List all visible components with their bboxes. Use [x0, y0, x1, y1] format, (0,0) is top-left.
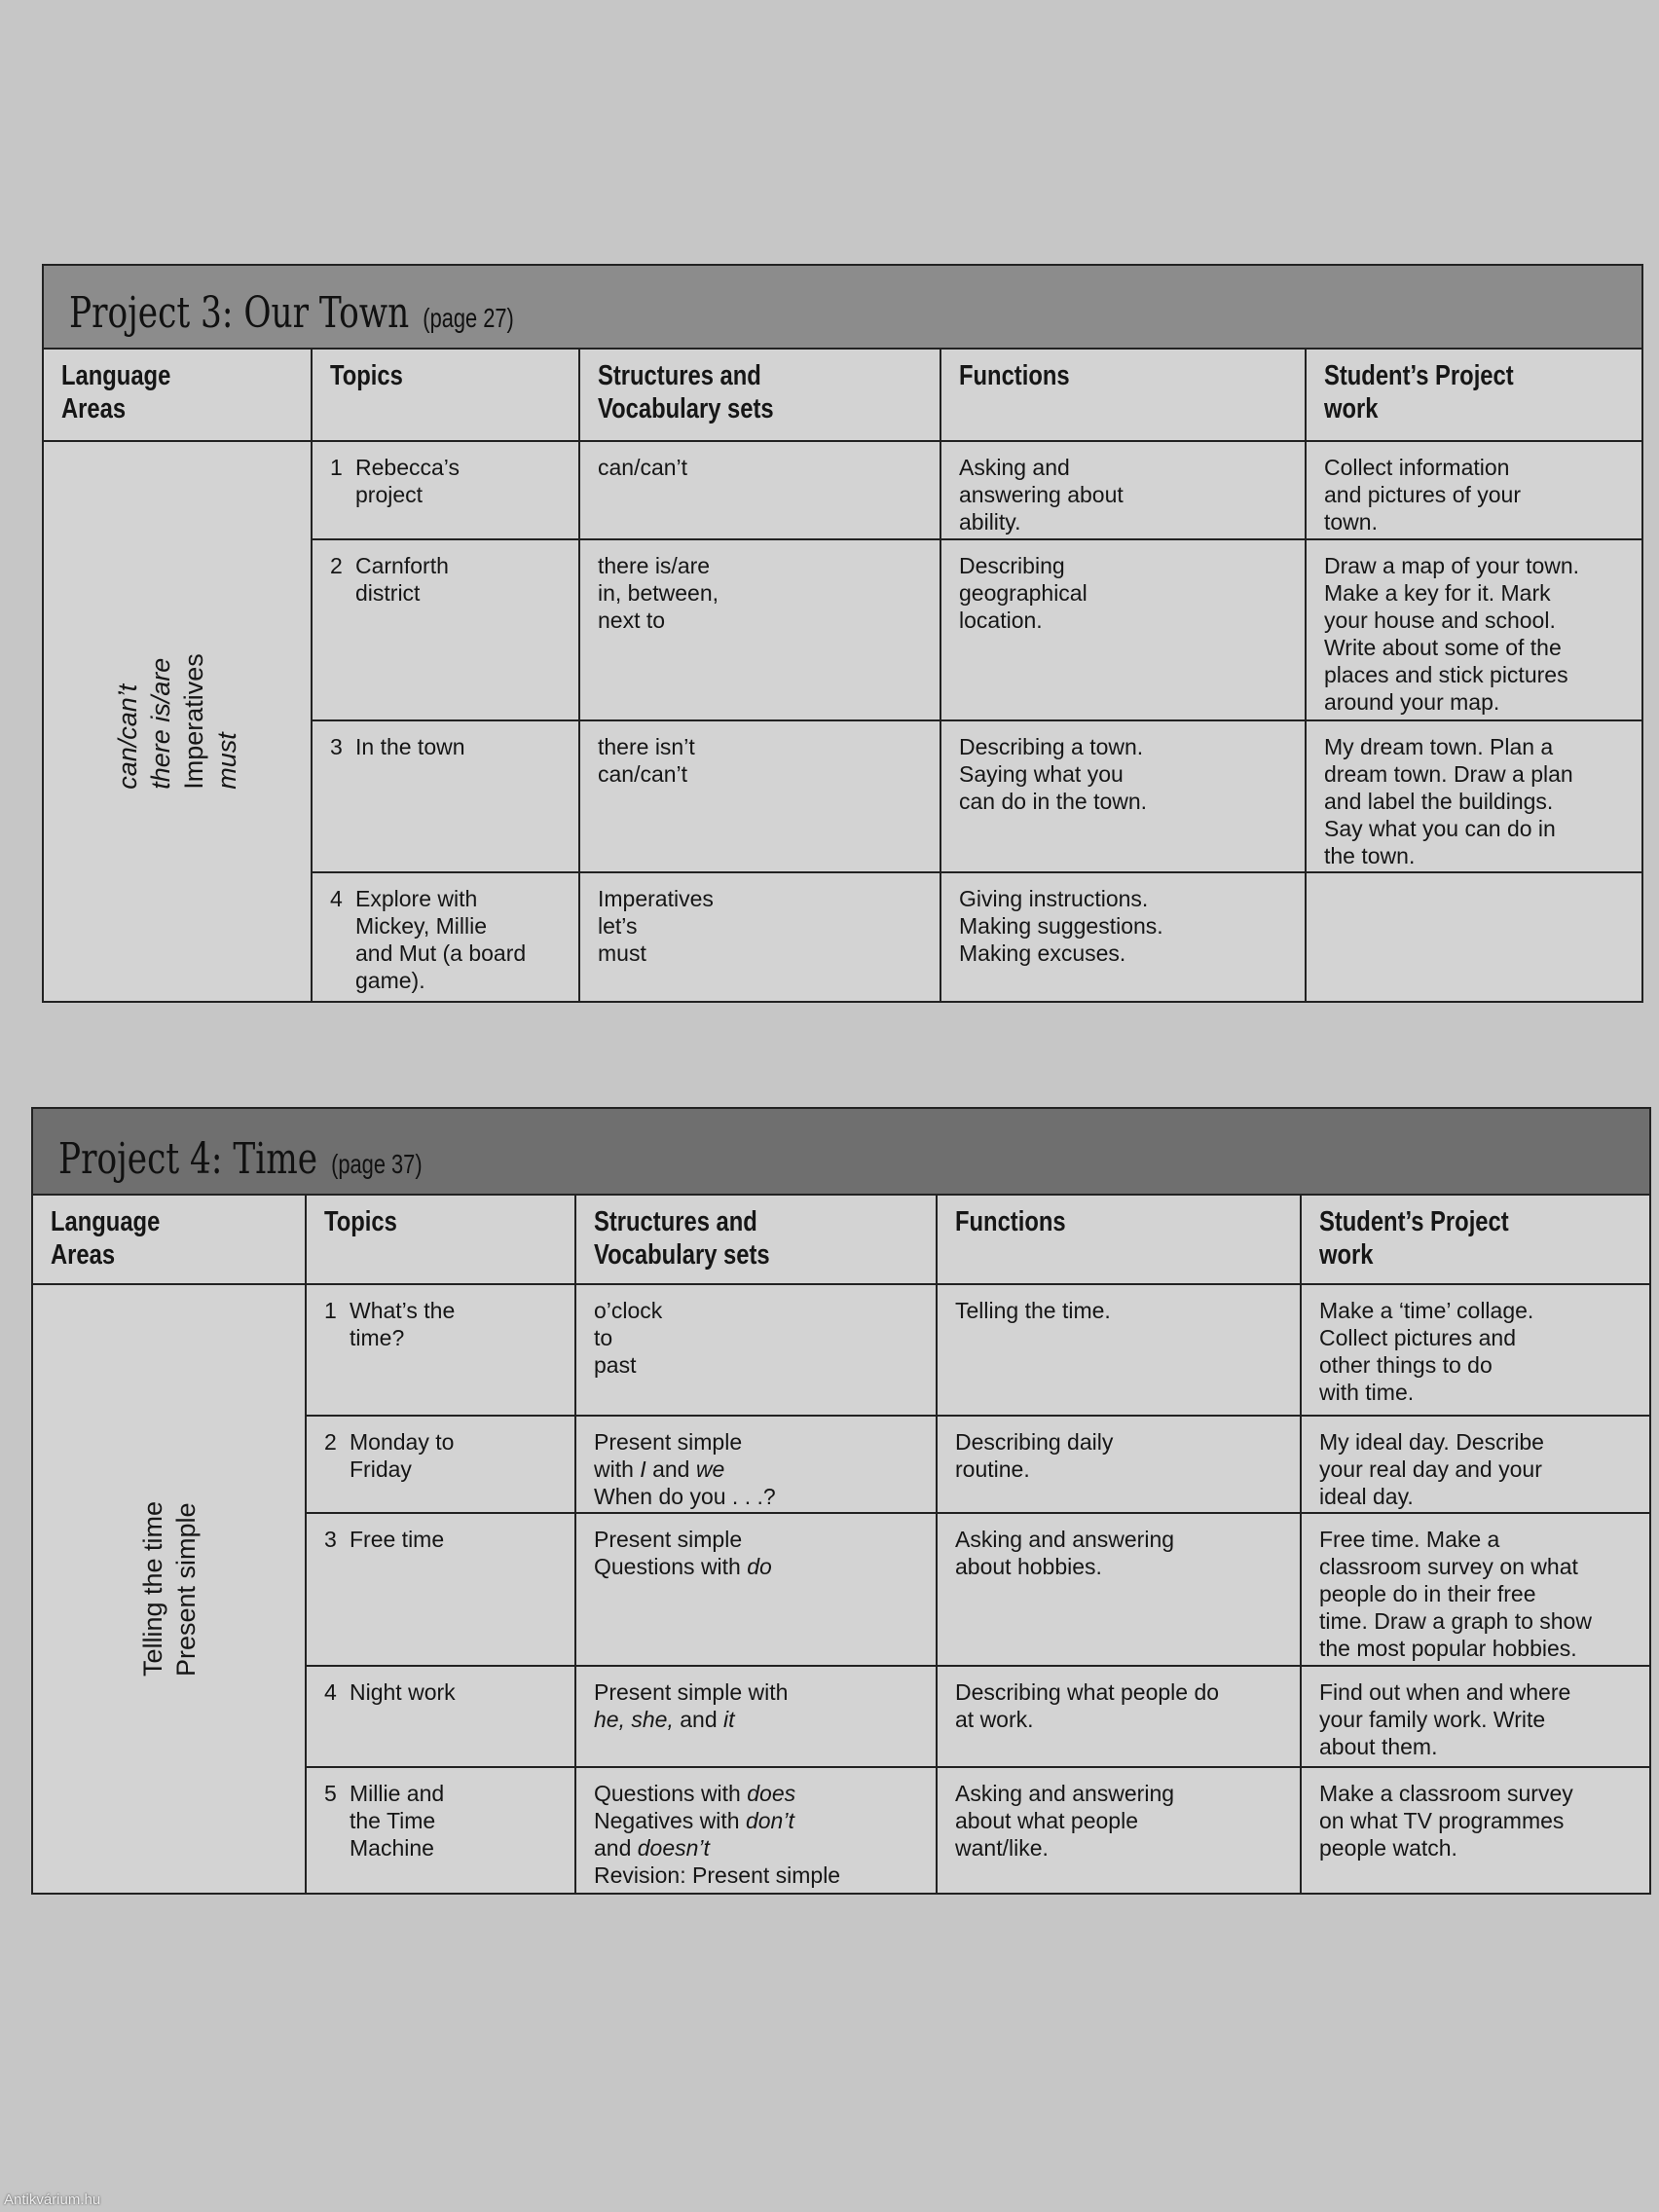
language-areas-cell	[44, 442, 313, 1001]
topic-text: Monday to	[350, 1429, 455, 1455]
structure-line	[594, 1862, 918, 1889]
text-segment: there isn’t	[598, 734, 695, 759]
header-line: Vocabulary sets	[594, 1239, 770, 1271]
project-work-line: Write about some of the	[1324, 635, 1562, 660]
text-segment: we	[695, 1456, 725, 1482]
text-segment: let’s	[598, 913, 638, 939]
project-work-cell	[1302, 1514, 1649, 1667]
function-line: Describing daily	[955, 1429, 1114, 1455]
text-segment: he, she,	[594, 1707, 674, 1732]
project-work-cell	[1307, 873, 1641, 1001]
structures-cell	[580, 721, 941, 873]
language-area-line	[210, 653, 243, 790]
text-segment: must	[598, 940, 646, 966]
column-header-topics	[313, 348, 580, 442]
header-line: Functions	[955, 1206, 1066, 1237]
topic-cell	[307, 1667, 576, 1768]
structure-line	[598, 607, 922, 634]
project-work-line: other things to do	[1319, 1352, 1493, 1378]
structures-cell	[580, 442, 941, 540]
structure-line	[598, 733, 922, 760]
project-title	[58, 1134, 423, 1184]
project-work-line: Collect pictures and	[1319, 1325, 1516, 1350]
project-table	[42, 264, 1643, 1003]
function-line: about hobbies.	[955, 1554, 1102, 1579]
project-work-line: your house and school.	[1324, 608, 1556, 633]
header-line: Vocabulary sets	[598, 393, 774, 424]
structures-cell	[576, 1514, 938, 1667]
function-line: Telling the time.	[955, 1298, 1111, 1323]
column-header-language-areas	[44, 348, 313, 442]
text-segment: do	[747, 1554, 772, 1579]
project-grid	[33, 1194, 1649, 1893]
column-header-topics	[307, 1194, 576, 1285]
header-line: Student’s Project	[1324, 360, 1514, 391]
topic-cell	[313, 721, 580, 873]
project-work-cell	[1302, 1285, 1649, 1417]
topic-line	[324, 1428, 557, 1456]
column-header-language-areas	[33, 1194, 307, 1285]
function-line: can do in the town.	[959, 789, 1148, 814]
project-title	[69, 288, 514, 338]
column-header-work	[1307, 348, 1641, 442]
text-segment: must	[212, 732, 241, 790]
topic-cell	[307, 1768, 576, 1893]
topic-number: 1	[324, 1298, 337, 1323]
project-work-cell	[1307, 442, 1641, 540]
language-area-line	[136, 1501, 169, 1677]
project-work-cell	[1307, 721, 1641, 873]
topic-number: 4	[330, 886, 343, 911]
language-areas-cell	[33, 1285, 307, 1893]
column-header-structures	[576, 1194, 938, 1285]
language-areas-text	[111, 653, 243, 790]
header-line: Topics	[330, 360, 403, 391]
structures-cell	[576, 1285, 938, 1417]
language-area-line	[169, 1501, 203, 1677]
topic-number: 5	[324, 1781, 337, 1806]
structure-line	[598, 552, 922, 579]
project-work-line: Make a key for it. Mark	[1324, 580, 1551, 606]
structures-cell	[576, 1768, 938, 1893]
text-segment: Present simple	[170, 1502, 201, 1677]
functions-cell	[938, 1285, 1302, 1417]
topic-line: Machine	[350, 1835, 434, 1861]
topic-line	[330, 454, 561, 481]
topic-cell	[307, 1514, 576, 1667]
text-segment: past	[594, 1352, 637, 1378]
structure-line	[594, 1526, 918, 1553]
text-segment: does	[747, 1781, 796, 1806]
topic-number: 3	[330, 734, 343, 759]
header-line: Areas	[51, 1239, 116, 1271]
topic-line	[324, 1780, 557, 1807]
project-work-cell	[1302, 1768, 1649, 1893]
structure-line	[598, 912, 922, 940]
project-grid	[44, 348, 1641, 1001]
topic-text: In the town	[355, 734, 465, 759]
text-segment: can/can’t	[113, 683, 142, 790]
project-title-text: Project 4: Time	[58, 1134, 318, 1184]
topic-number: 4	[324, 1679, 337, 1705]
language-areas-text	[136, 1501, 203, 1677]
function-line: Saying what you	[959, 761, 1124, 787]
text-segment: it	[723, 1707, 735, 1732]
text-segment: Present simple with	[594, 1679, 789, 1705]
structure-line	[594, 1297, 918, 1324]
text-segment: and	[645, 1456, 696, 1482]
topic-line: project	[355, 482, 424, 507]
structure-line	[594, 1456, 918, 1483]
project-work-line: classroom survey on what	[1319, 1554, 1578, 1579]
project-work-line: and pictures of your	[1324, 482, 1522, 507]
structure-line	[598, 454, 922, 481]
text-segment: can/can’t	[598, 761, 688, 787]
header-line: Language	[61, 360, 171, 391]
text-segment: Imperatives	[598, 886, 714, 911]
header-line: Structures and	[598, 360, 761, 391]
text-segment: there is/are	[598, 553, 711, 578]
column-header-work	[1302, 1194, 1649, 1285]
structure-line	[598, 940, 922, 967]
structure-line	[594, 1807, 918, 1834]
function-line: Making excuses.	[959, 940, 1126, 966]
structures-cell	[576, 1667, 938, 1768]
project-work-line: Make a classroom survey	[1319, 1781, 1573, 1806]
structures-cell	[580, 873, 941, 1001]
header-line: Structures and	[594, 1206, 757, 1237]
text-segment: and	[594, 1835, 638, 1861]
function-line: want/like.	[955, 1835, 1049, 1861]
structure-line	[598, 579, 922, 607]
text-segment: Present simple	[594, 1429, 743, 1455]
project-work-line: the most popular hobbies.	[1319, 1636, 1577, 1661]
functions-cell	[938, 1667, 1302, 1768]
function-line: Giving instructions.	[959, 886, 1149, 911]
column-header-label	[1319, 1205, 1575, 1272]
text-segment: When do you . . .?	[594, 1484, 776, 1509]
language-area-line	[111, 653, 144, 790]
column-header-label	[959, 359, 1228, 392]
project-title-band	[33, 1109, 1649, 1196]
project-work-line: Collect information	[1324, 455, 1510, 480]
topic-line: game).	[355, 968, 425, 993]
topic-cell	[307, 1417, 576, 1514]
text-segment: Present simple	[594, 1527, 743, 1552]
text-segment: Telling the time	[137, 1500, 167, 1677]
functions-cell	[941, 540, 1307, 721]
function-line: about what people	[955, 1808, 1138, 1833]
function-line: location.	[959, 608, 1043, 633]
text-segment: next to	[598, 608, 666, 633]
column-header-label	[955, 1205, 1224, 1238]
project-work-line: dream town. Draw a plan	[1324, 761, 1573, 787]
header-line: Topics	[324, 1206, 397, 1237]
column-header-label	[330, 359, 519, 392]
structures-cell	[580, 540, 941, 721]
topic-line: Friday	[350, 1456, 412, 1482]
function-line: Making suggestions.	[959, 913, 1163, 939]
project-work-line: with time.	[1319, 1380, 1415, 1405]
header-line: Student’s Project	[1319, 1206, 1509, 1237]
topic-cell	[313, 540, 580, 721]
project-work-cell	[1307, 540, 1641, 721]
topic-line: and Mut (a board	[355, 940, 527, 966]
text-segment: Revision: Present simple	[594, 1862, 841, 1888]
function-line: answering about	[959, 482, 1124, 507]
project-work-line: town.	[1324, 509, 1378, 535]
project-work-line: Free time. Make a	[1319, 1527, 1500, 1552]
function-line: Asking and answering	[955, 1527, 1175, 1552]
column-header-label	[324, 1205, 515, 1238]
function-line: routine.	[955, 1456, 1030, 1482]
project-title-band	[44, 266, 1641, 350]
project-title-text: Project 3: Our Town	[69, 288, 410, 338]
project-work-line: Find out when and where	[1319, 1679, 1571, 1705]
functions-cell	[938, 1417, 1302, 1514]
structure-line	[598, 885, 922, 912]
topic-line: time?	[350, 1325, 405, 1350]
text-segment: there is/are	[146, 657, 175, 790]
function-line: at work.	[955, 1707, 1034, 1732]
project-work-line: Make a ‘time’ collage.	[1319, 1298, 1534, 1323]
column-header-label	[594, 1205, 860, 1272]
topic-text: Free time	[350, 1527, 445, 1552]
topic-number: 3	[324, 1527, 337, 1552]
text-segment: don’t	[745, 1808, 794, 1833]
text-segment: Questions with	[594, 1554, 748, 1579]
text-segment: and	[673, 1707, 723, 1732]
project-work-line: the town.	[1324, 843, 1416, 868]
project-work-line: time. Draw a graph to show	[1319, 1608, 1592, 1634]
header-line: Areas	[61, 393, 127, 424]
topic-text: Explore with	[355, 886, 478, 911]
project-work-line: people do in their free	[1319, 1581, 1536, 1606]
column-header-label	[61, 359, 251, 425]
project-work-cell	[1302, 1417, 1649, 1514]
topic-number: 1	[330, 455, 343, 480]
project-work-line: and label the buildings.	[1324, 789, 1554, 814]
structure-line	[594, 1706, 918, 1733]
project-work-line: My dream town. Plan a	[1324, 734, 1554, 759]
header-line: Language	[51, 1206, 161, 1237]
topic-text: Millie and	[350, 1781, 445, 1806]
structure-line	[598, 760, 922, 788]
project-work-line: My ideal day. Describe	[1319, 1429, 1544, 1455]
function-line: geographical	[959, 580, 1088, 606]
page-reference: (page 27)	[423, 303, 514, 333]
topic-text: Carnforth	[355, 553, 449, 578]
topic-line: district	[355, 580, 421, 606]
project-work-cell	[1302, 1667, 1649, 1768]
page-reference: (page 37)	[331, 1149, 423, 1179]
topic-line: Mickey, Millie	[355, 913, 488, 939]
topic-number: 2	[330, 553, 343, 578]
column-header-label	[1324, 359, 1570, 425]
column-header-label	[598, 359, 864, 425]
project-work-line: on what TV programmes	[1319, 1808, 1565, 1833]
project-work-line: Draw a map of your town.	[1324, 553, 1580, 578]
project-work-line: people watch.	[1319, 1835, 1457, 1861]
structure-line	[594, 1780, 918, 1807]
column-header-functions	[938, 1194, 1302, 1285]
functions-cell	[941, 721, 1307, 873]
function-line: Describing a town.	[959, 734, 1144, 759]
functions-cell	[938, 1514, 1302, 1667]
text-segment: Negatives with	[594, 1808, 746, 1833]
language-area-line	[144, 653, 177, 790]
function-line: Describing what people do	[955, 1679, 1220, 1705]
topic-line	[330, 885, 561, 912]
structure-line	[594, 1483, 918, 1510]
functions-cell	[941, 442, 1307, 540]
text-segment: with	[594, 1456, 641, 1482]
header-line: work	[1324, 393, 1379, 424]
structures-cell	[576, 1417, 938, 1514]
topic-cell	[313, 873, 580, 1001]
topic-text: Rebecca’s	[355, 455, 460, 480]
column-header-functions	[941, 348, 1307, 442]
text-segment: doesn’t	[637, 1835, 710, 1861]
header-line: Functions	[959, 360, 1070, 391]
function-line: Describing	[959, 553, 1065, 578]
structure-line	[594, 1351, 918, 1379]
structure-line	[594, 1834, 918, 1862]
text-segment: I	[640, 1456, 646, 1482]
function-line: Asking and answering	[955, 1781, 1175, 1806]
project-work-line: around your map.	[1324, 689, 1500, 715]
column-header-structures	[580, 348, 941, 442]
structure-line	[594, 1428, 918, 1456]
topic-line	[324, 1297, 557, 1324]
project-work-line: places and stick pictures	[1324, 662, 1568, 687]
topic-line	[324, 1526, 557, 1553]
project-work-line: about them.	[1319, 1734, 1438, 1759]
project-work-line: Say what you can do in	[1324, 816, 1556, 841]
topic-line: the Time	[350, 1808, 436, 1833]
topic-number: 2	[324, 1429, 337, 1455]
structure-line	[594, 1678, 918, 1706]
topic-text: What’s the	[350, 1298, 456, 1323]
function-line: Asking and	[959, 455, 1070, 480]
functions-cell	[941, 873, 1307, 1001]
watermark: Antikvárium.hu	[4, 2192, 101, 2208]
language-area-line	[177, 653, 210, 790]
topic-text: Night work	[350, 1679, 456, 1705]
text-segment: Imperatives	[179, 653, 208, 790]
function-line: ability.	[959, 509, 1021, 535]
text-segment: can/can’t	[598, 455, 688, 480]
topic-cell	[307, 1285, 576, 1417]
functions-cell	[938, 1768, 1302, 1893]
structure-line	[594, 1553, 918, 1580]
project-table	[31, 1107, 1651, 1895]
text-segment: in, between,	[598, 580, 719, 606]
topic-line	[330, 733, 561, 760]
topic-line	[330, 552, 561, 579]
project-work-line: your real day and your	[1319, 1456, 1542, 1482]
topic-line	[324, 1678, 557, 1706]
structure-line	[594, 1324, 918, 1351]
project-work-line: ideal day.	[1319, 1484, 1414, 1509]
column-header-label	[51, 1205, 244, 1272]
project-work-line: your family work. Write	[1319, 1707, 1546, 1732]
header-line: work	[1319, 1239, 1374, 1271]
text-segment: o’clock	[594, 1298, 663, 1323]
topic-cell	[313, 442, 580, 540]
text-segment: to	[594, 1325, 613, 1350]
text-segment: Questions with	[594, 1781, 748, 1806]
